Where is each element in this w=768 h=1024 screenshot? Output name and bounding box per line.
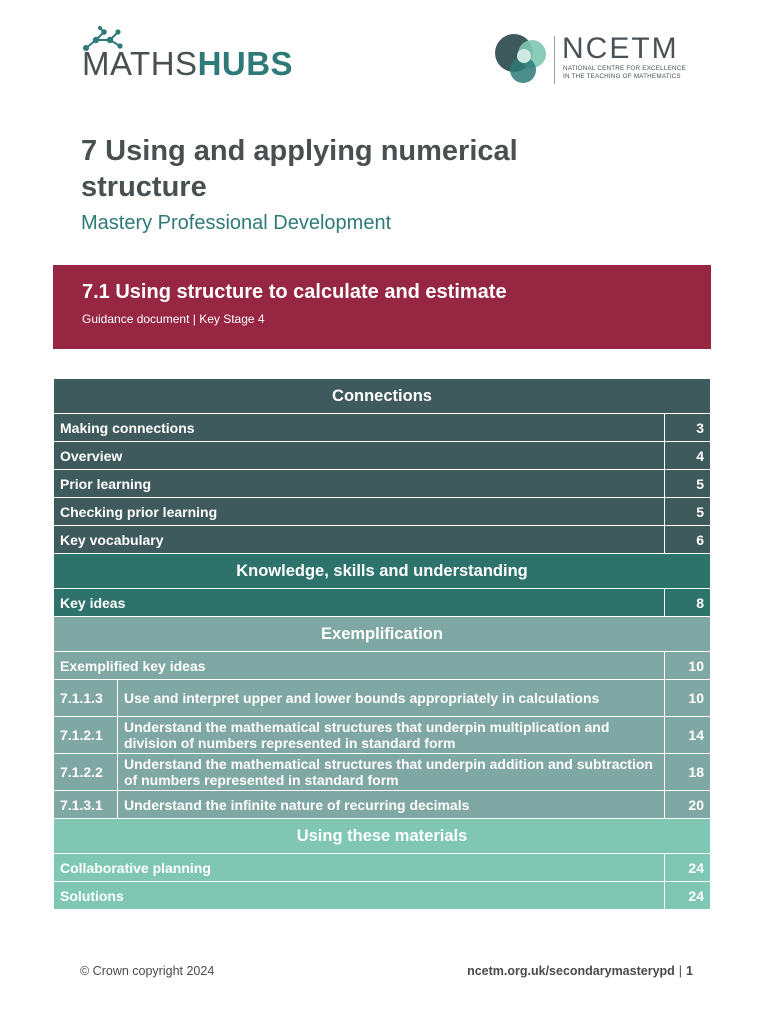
toc-entry-page: 8 [665, 589, 711, 617]
toc-entry-label[interactable]: Use and interpret upper and lower bounds appropriately in calculations [118, 680, 665, 717]
mathshubs-wordmark-b: HUBS [197, 45, 294, 82]
toc-entry-label[interactable]: Solutions [54, 882, 665, 910]
toc-section-exemplification [54, 617, 711, 652]
toc-section-title: Connections [54, 379, 711, 414]
toc-section-knowledge [54, 554, 711, 589]
toc-row[interactable] [54, 498, 711, 526]
toc-row[interactable] [54, 442, 711, 470]
toc-row[interactable] [54, 589, 711, 617]
toc-entry-label[interactable]: Understand the mathematical structures that underpin addition and subtraction of numbers represented in standard form [118, 754, 665, 791]
toc-entry-label[interactable]: Exemplified key ideas [54, 652, 665, 680]
toc-row[interactable] [54, 414, 711, 442]
toc-entry-page: 20 [665, 791, 711, 819]
ncetm-tagline [563, 65, 686, 81]
banner-subheading: Guidance document | Key Stage 4 [82, 312, 265, 326]
toc-entry-code: 7.1.1.3 [54, 680, 118, 717]
toc-entry-code: 7.1.2.1 [54, 717, 118, 754]
toc-entry-label[interactable]: Key vocabulary [54, 526, 665, 554]
toc-section-connections [54, 379, 711, 414]
footer-separator: | [678, 964, 683, 978]
ncetm-wordmark: NCETM [562, 32, 679, 65]
toc-row[interactable] [54, 717, 711, 754]
toc-entry-code: 7.1.2.2 [54, 754, 118, 791]
toc-row[interactable] [54, 882, 711, 910]
toc-entry-page: 10 [665, 652, 711, 680]
toc-entry-page: 4 [665, 442, 711, 470]
toc-entry-label[interactable]: Understand the infinite nature of recurring decimals [118, 791, 665, 819]
document-subtitle: Mastery Professional Development [81, 212, 392, 234]
toc-entry-label[interactable]: Making connections [54, 414, 665, 442]
toc-row[interactable] [54, 652, 711, 680]
page-number: 1 [686, 964, 693, 978]
footer-copyright: © Crown copyright 2024 [80, 964, 215, 978]
ncetm-circles-icon [494, 32, 552, 84]
toc-section-title: Knowledge, skills and understanding [54, 554, 711, 589]
toc-entry-label[interactable]: Collaborative planning [54, 854, 665, 882]
ncetm-logo [494, 32, 704, 88]
toc-entry-label[interactable]: Checking prior learning [54, 498, 665, 526]
toc-row[interactable] [54, 526, 711, 554]
toc-entry-page: 6 [665, 526, 711, 554]
ncetm-tagline-line2: IN THE TEACHING OF MATHEMATICS [563, 73, 681, 80]
toc-entry-page: 5 [665, 470, 711, 498]
toc-row[interactable] [54, 791, 711, 819]
table-of-contents [53, 378, 711, 910]
toc-entry-label[interactable]: Key ideas [54, 589, 665, 617]
toc-section-using [54, 819, 711, 854]
toc-entry-label[interactable]: Overview [54, 442, 665, 470]
toc-section-title: Exemplification [54, 617, 711, 652]
section-banner [53, 265, 711, 349]
toc-entry-page: 18 [665, 754, 711, 791]
toc-entry-page: 24 [665, 854, 711, 882]
toc-row[interactable] [54, 754, 711, 791]
mathshubs-logo [80, 26, 310, 82]
banner-heading: 7.1 Using structure to calculate and estimate [82, 281, 507, 303]
ncetm-divider [554, 36, 555, 84]
footer-link-and-page [467, 964, 693, 978]
toc-entry-page: 3 [665, 414, 711, 442]
toc-entry-label[interactable]: Understand the mathematical structures that underpin multiplication and division of numbers represented in standard form [118, 717, 665, 754]
toc-entry-page: 10 [665, 680, 711, 717]
mathshubs-wordmark [82, 42, 293, 86]
toc-entry-code: 7.1.3.1 [54, 791, 118, 819]
toc-row[interactable] [54, 680, 711, 717]
mathshubs-wordmark-a: MATHS [82, 45, 198, 82]
toc-section-title: Using these materials [54, 819, 711, 854]
toc-entry-page: 14 [665, 717, 711, 754]
toc-entry-page: 5 [665, 498, 711, 526]
toc-row[interactable] [54, 854, 711, 882]
document-title: 7 Using and applying numerical structure [81, 135, 518, 203]
toc-entry-label[interactable]: Prior learning [54, 470, 665, 498]
toc-entry-page: 24 [665, 882, 711, 910]
ncetm-tagline-line1: NATIONAL CENTRE FOR EXCELLENCE [563, 65, 686, 72]
toc-row[interactable] [54, 470, 711, 498]
footer-url[interactable]: ncetm.org.uk/secondarymasterypd [467, 964, 675, 978]
